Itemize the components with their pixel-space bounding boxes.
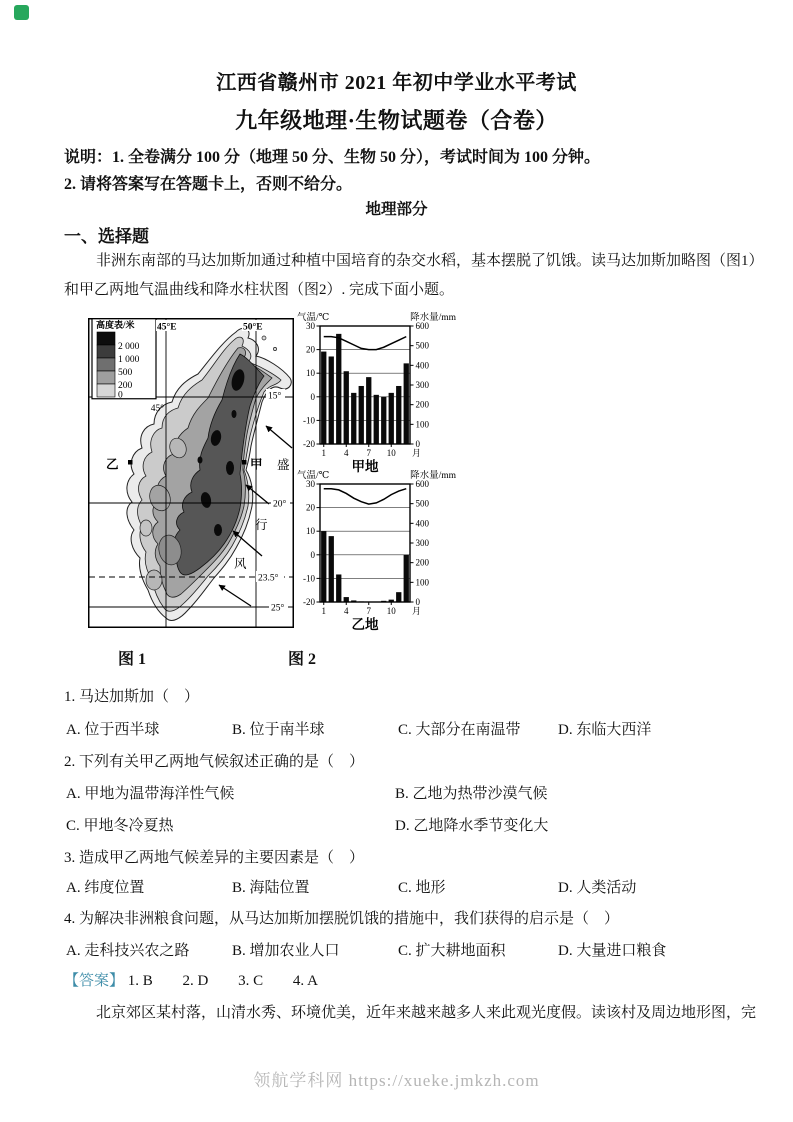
chart-title: 乙地 (351, 617, 379, 632)
temp-tick-label: -20 (303, 597, 315, 607)
precip-bar (321, 531, 326, 602)
temp-tick-label: 0 (310, 549, 315, 560)
month-tick-label: 10 (386, 606, 396, 616)
precip-tick-label: 0 (415, 597, 420, 607)
precip-bar (336, 334, 341, 444)
month-tick-label: 1 (321, 448, 326, 458)
precip-bar (336, 574, 341, 602)
legend-label-2000: 2 000 (118, 342, 140, 352)
month-tick-label: 10 (386, 448, 396, 458)
next-question-intro: 北京郊区某村落，山清水秀、环境优美，近年来越来越多人来此观光度假。读该村及周边地形图，完 (96, 1005, 757, 1021)
precip-tick-label: 0 (415, 439, 420, 449)
q1-option-a: A. 位于西半球 (66, 722, 160, 738)
lat-15-label: 15° (268, 391, 282, 402)
temp-tick-label: 20 (306, 502, 315, 513)
q4-options (0, 939, 793, 963)
precip-bar (344, 371, 349, 444)
precip-tick-label: 500 (415, 340, 429, 351)
month-tick-label: 7 (366, 606, 371, 616)
section-title: 地理部分 (365, 201, 428, 218)
temp-tick-label: 0 (310, 391, 315, 402)
lat-20-label: 20° (273, 499, 287, 510)
station-yi-label: 乙 (106, 457, 119, 472)
temp-tick-label: 20 (306, 344, 315, 355)
month-tick-label: 7 (366, 448, 371, 458)
q4-option-b: B. 增加农业人口 (232, 943, 340, 959)
answer-4: 4. A (292, 973, 318, 989)
precip-bar (344, 597, 349, 602)
station-jia-label: 甲 (250, 457, 263, 472)
wind-char-sheng: 盛 (277, 458, 290, 472)
temperature-line (324, 489, 407, 504)
month-tick-label: 4 (344, 448, 349, 458)
q1-options (0, 718, 793, 742)
temp-tick-label: 10 (306, 526, 315, 537)
precip-tick-label: 200 (415, 399, 429, 410)
precip-bar (374, 395, 379, 444)
climograph-svg (296, 470, 462, 632)
q4-option-c: C. 扩大耕地面积 (398, 943, 506, 959)
precip-bar (366, 377, 371, 444)
precip-bar (321, 352, 326, 444)
precip-bar (381, 397, 386, 444)
precip-bar (404, 363, 409, 444)
precip-tick-label: 400 (415, 360, 429, 371)
map-legend (92, 319, 156, 401)
q3-option-d: D. 人类活动 (558, 880, 637, 896)
month-tick-label: 1 (321, 606, 326, 616)
climograph-svg (296, 312, 462, 474)
islet (273, 347, 276, 350)
temp-axis-title: 气温/℃ (297, 471, 330, 481)
part1-title: 一、选择题 (64, 227, 149, 246)
intro-line2: 和甲乙两地气温曲线和降水柱状图（图2）. 完成下面小题。 (64, 282, 455, 298)
q3-option-c: C. 地形 (398, 880, 446, 896)
precip-bar (329, 356, 334, 444)
q1-option-d: D. 东临大西洋 (558, 722, 652, 738)
precip-tick-label: 300 (415, 538, 429, 548)
precip-bar (404, 555, 409, 602)
temp-axis-title: 气温/℃ (297, 313, 330, 323)
precip-tick-label: 500 (415, 498, 429, 509)
doc-title-line2: 九年级地理·生物试题卷（合卷） (235, 108, 558, 133)
lon-45e-label: 45°E (157, 322, 177, 333)
q2-option-b: B. 乙地为热带沙漠气候 (395, 786, 548, 802)
precip-tick-label: 100 (415, 577, 429, 588)
chart-title: 甲地 (351, 459, 379, 474)
temp-tick-label: -20 (303, 439, 315, 449)
precip-bar (396, 386, 401, 444)
q2-stem: 2. 下列有关甲乙两地气候叙述正确的是（ ） (64, 754, 365, 770)
precip-bar (396, 592, 401, 602)
islet (262, 336, 266, 340)
q2-options-row1 (0, 782, 793, 806)
precip-tick-label: 600 (415, 321, 429, 331)
lat-23-5-label: 23.5° (258, 573, 279, 584)
answer-label: 【答案】 (64, 973, 125, 989)
lon-50e-label: 50°E (243, 322, 263, 333)
legend-title: 高度表/米 (96, 320, 135, 330)
precip-axis-title: 降水量/mm (410, 313, 456, 323)
precip-axis-title: 降水量/mm (410, 471, 456, 481)
legend-label-500: 500 (118, 368, 133, 378)
precip-tick-label: 600 (415, 479, 429, 489)
legend-label-0: 0 (118, 390, 123, 401)
temp-tick-label: 30 (306, 479, 315, 489)
temp-tick-label: 10 (306, 368, 315, 379)
q1-stem: 1. 马达加斯加（ ） (64, 689, 200, 705)
wind-char-feng: 风 (234, 557, 247, 571)
climograph-jia (296, 312, 462, 474)
precip-tick-label: 100 (415, 419, 429, 430)
month-tick-label: 4 (344, 606, 349, 616)
lat-25-label: 25° (271, 603, 285, 614)
precip-bar (329, 536, 334, 602)
month-unit-label: 月 (412, 448, 422, 458)
precip-bar (359, 386, 364, 444)
madagascar-map (88, 318, 294, 628)
caption-fig1: 图 1 (118, 651, 147, 668)
wind-char-xing: 行 (255, 518, 268, 532)
temp-tick-label: 30 (306, 321, 315, 331)
q2-options-row2 (0, 814, 793, 838)
q2-option-a: A. 甲地为温带海洋性气候 (66, 786, 235, 802)
q4-stem: 4. 为解决非洲粮食问题，从马达加斯加摆脱饥饿的措施中，我们获得的启示是（ ） (64, 911, 620, 927)
caption-fig2: 图 2 (288, 651, 317, 668)
answer-2: 2. D (182, 973, 209, 989)
precip-tick-label: 300 (415, 380, 429, 390)
q1-option-b: B. 位于南半球 (232, 722, 325, 738)
month-unit-label: 月 (412, 606, 422, 616)
answer-3: 3. C (238, 973, 264, 989)
q3-option-a: A. 纬度位置 (66, 880, 145, 896)
precip-tick-label: 400 (415, 518, 429, 529)
temp-tick-label: -10 (303, 573, 315, 584)
precip-bar (351, 393, 356, 444)
precip-tick-label: 200 (415, 557, 429, 568)
legend-label-200: 200 (118, 381, 133, 391)
precip-bar (389, 393, 394, 444)
exam-note-line1: 说明：1. 全卷满分 100 分（地理 50 分、生物 50 分），考试时间为 100 分钟。 (64, 149, 601, 166)
exam-note-line2: 2. 请将答案写在答题卡上，否则不给分。 (64, 176, 353, 193)
q2-option-d: D. 乙地降水季节变化大 (395, 818, 549, 834)
q3-stem: 3. 造成甲乙两地气候差异的主要因素是（ ） (64, 850, 365, 866)
answer-line (64, 969, 344, 990)
answer-1: 1. B (127, 973, 153, 989)
temp-tick-label: -10 (303, 415, 315, 426)
q3-option-b: B. 海陆位置 (232, 880, 310, 896)
q1-option-c: C. 大部分在南温带 (398, 722, 521, 738)
q4-option-d: D. 大量进口粮食 (558, 943, 667, 959)
q4-option-a: A. 走科技兴农之路 (66, 943, 190, 959)
q2-option-c: C. 甲地冬冷夏热 (66, 818, 174, 834)
legend-label-1000: 1 000 (118, 355, 140, 365)
q3-options (0, 876, 793, 900)
climograph-yi (296, 470, 462, 632)
meridian-45-label: 45° (150, 404, 164, 414)
doc-title-line1: 江西省赣州市 2021 年初中学业水平考试 (216, 72, 577, 94)
watermark: 领航学科网 https://xueke.jmkzh.com (253, 1071, 540, 1090)
intro-line1: 非洲东南部的马达加斯加通过种植中国培育的杂交水稻，基本摆脱了饥饿。读马达加斯加略图（图1） (96, 253, 764, 269)
